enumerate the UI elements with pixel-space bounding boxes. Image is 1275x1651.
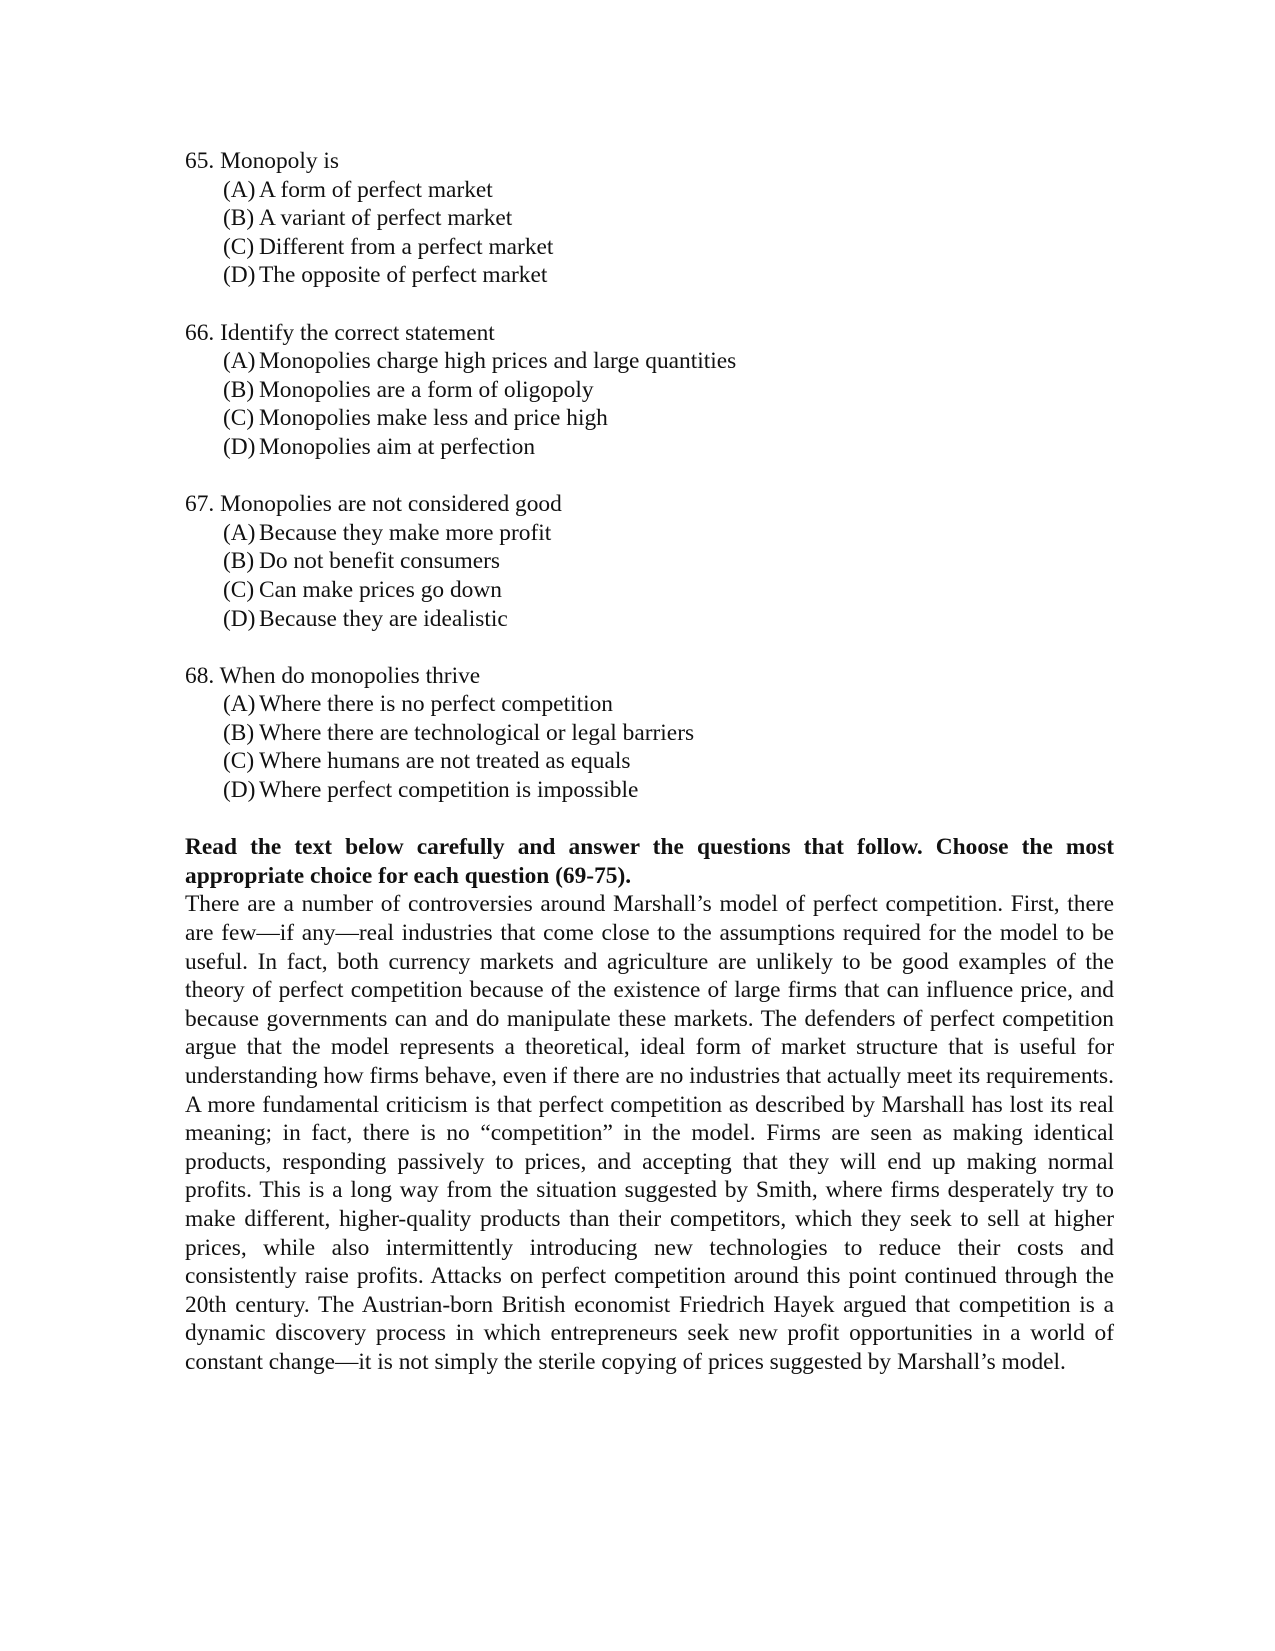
question-65 [185, 147, 1114, 290]
option-text: Because they are idealistic [259, 605, 508, 632]
option-c [185, 576, 1114, 605]
option-letter: (A) [223, 519, 256, 546]
answer-options [185, 176, 1114, 290]
reading-section [185, 833, 1114, 1376]
option-text: The opposite of perfect market [259, 262, 548, 289]
option-letter: (B) [223, 548, 255, 575]
option-letter: (C) [223, 233, 255, 260]
option-a [185, 519, 1114, 548]
reading-passage: There are a number of controversies around Marshall’s model of perfect competition. First, there are few—if any—real industries that come close to the assumptions required for the model to be useful. In fact, both currency markets and agriculture are unlikely to be good examples of the theory of perfect competition because of the existence of large firms that can influence price, and because governments can and do manipulate these markets. The defenders of perfect competition argue that the model represents a theoretical, ideal form of market structure that is useful for understanding how firms behave, even if there are no industries that actually meet its requirements. A more fundamental criticism is that perfect competition as described by Marshall has lost its real meaning; in fact, there is no “competition” in the model. Firms are seen as making identical products, responding passively to prices, and accepting that they will end up making normal profits. This is a long way from the situation suggested by Smith, where firms desperately try to make different, higher-quality products than their competitors, which they seek to sell at higher prices, while also intermittently introducing new technologies to reduce their costs and consistently raise profits. Attacks on perfect competition around this point continued through the 20th century. The Austrian-born British economist Friedrich Hayek argued that competition is a dynamic discovery process in which entrepreneurs seek new profit opportunities in a world of constant change—it is not simply the sterile copying of prices suggested by Marshall’s model. [185, 891, 1114, 1375]
question-68 [185, 662, 1114, 805]
option-text: Where perfect competition is impossible [259, 777, 639, 804]
option-text: Different from a perfect market [259, 233, 554, 260]
reading-instructions: Read the text below carefully and answer the questions that follow. Choose the most appropriate choice for each question (69-75). [185, 834, 1114, 889]
answer-options [185, 690, 1114, 804]
option-text: Monopolies aim at perfection [259, 433, 536, 460]
option-text: Monopolies make less and price high [259, 405, 608, 432]
option-c [185, 233, 1114, 262]
answer-options [185, 519, 1114, 633]
option-letter: (A) [223, 691, 256, 718]
option-letter: (A) [223, 348, 256, 375]
option-d [185, 605, 1114, 634]
option-letter: (C) [223, 748, 255, 775]
option-d [185, 776, 1114, 805]
option-a [185, 176, 1114, 205]
option-letter: (C) [223, 405, 255, 432]
option-letter: (A) [223, 176, 256, 203]
question-66 [185, 319, 1114, 462]
option-text: Where there are technological or legal barriers [259, 719, 695, 746]
option-letter: (D) [223, 262, 256, 289]
option-letter: (B) [223, 376, 255, 403]
option-text: Where humans are not treated as equals [259, 748, 631, 775]
question-stem: 67. Monopolies are not considered good [185, 491, 562, 518]
option-b [185, 547, 1114, 576]
question-67 [185, 490, 1114, 633]
option-letter: (D) [223, 777, 256, 804]
question-stem: 66. Identify the correct statement [185, 319, 495, 346]
question-stem: 65. Monopoly is [185, 148, 340, 174]
option-letter: (C) [223, 576, 255, 603]
option-text: A variant of perfect market [259, 205, 513, 232]
exam-page [185, 147, 1114, 1377]
option-text: Can make prices go down [259, 576, 502, 603]
option-b [185, 719, 1114, 748]
option-letter: (D) [223, 605, 256, 632]
option-d [185, 261, 1114, 290]
answer-options [185, 347, 1114, 461]
option-c [185, 404, 1114, 433]
option-d [185, 433, 1114, 462]
option-letter: (D) [223, 433, 256, 460]
option-c [185, 747, 1114, 776]
option-a [185, 347, 1114, 376]
option-letter: (B) [223, 205, 255, 232]
option-b [185, 376, 1114, 405]
option-text: A form of perfect market [259, 176, 493, 203]
option-text: Monopolies are a form of oligopoly [259, 376, 594, 403]
option-text: Do not benefit consumers [259, 548, 500, 575]
option-text: Because they make more profit [259, 519, 552, 546]
option-letter: (B) [223, 719, 255, 746]
option-a [185, 690, 1114, 719]
option-b [185, 204, 1114, 233]
question-stem: 68. When do monopolies thrive [185, 662, 481, 689]
option-text: Where there is no perfect competition [259, 691, 613, 718]
option-text: Monopolies charge high prices and large quantities [259, 348, 737, 375]
